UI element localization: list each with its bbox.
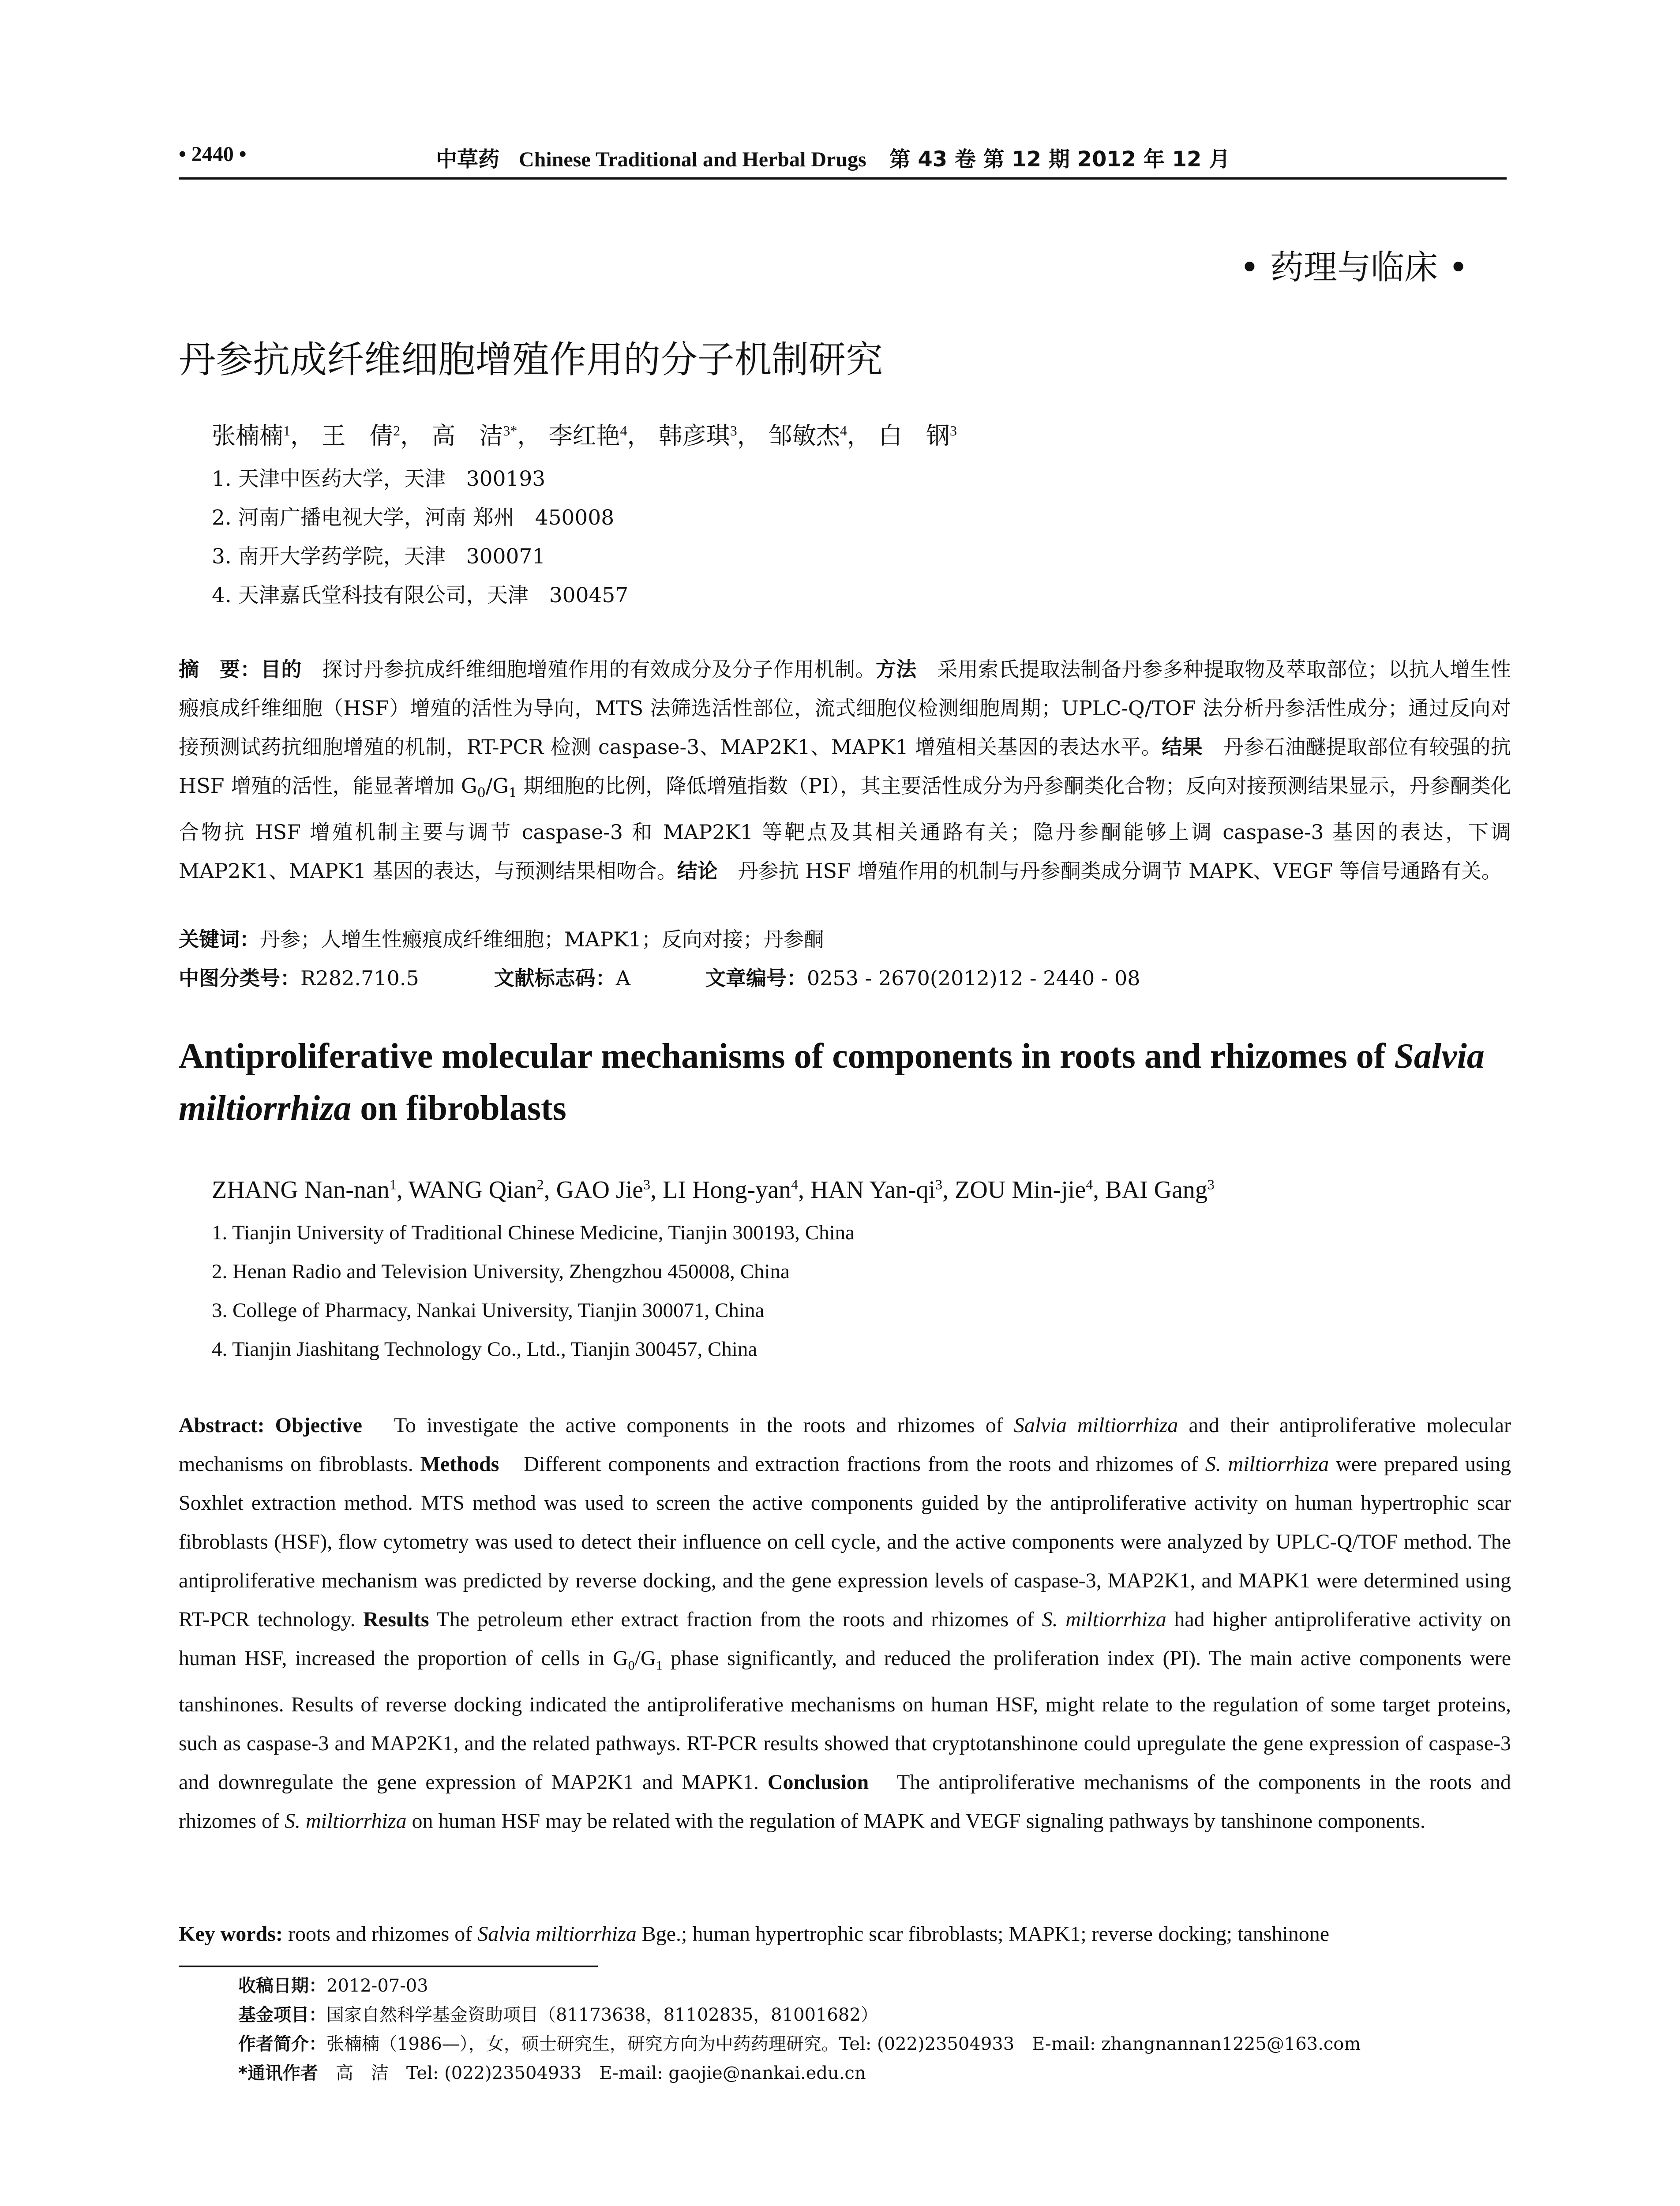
methods-label-cn: 方法	[875, 657, 917, 681]
subscript: 0	[628, 1658, 635, 1673]
author-en: LI Hong-yan$^4$,	[663, 1176, 804, 1204]
abstract-label-cn: 摘 要：	[179, 657, 261, 681]
results-text-cn: 丹参石油醚提取部位有较强的抗 HSF 增殖的活性，能显著增加 G	[179, 735, 1511, 798]
journal-name-cn: 中草药	[436, 147, 500, 172]
author-cn: 白 钢$^3$	[878, 422, 957, 450]
keywords-text-en: roots and rhizomes of	[282, 1922, 478, 1946]
methods-text-en: were prepared using Soxhlet extraction method. MTS method was used to screen the active components guided by the antiproliferative activity on human hypertrophic scar fibroblasts (HSF), flow cytometry was used to detect their influence on cell cycle, and the active components were analyzed by UPLC-Q/TOF method. The antiproliferative mechanism was predicted by reverse docking, and the gene expression levels of caspase-3, MAP2K1, and MAPK1 were determined using RT-PCR technology.	[179, 1452, 1511, 1631]
footnotes	[238, 1971, 1361, 2088]
author-cn: 李红艳$^4$，	[548, 422, 651, 450]
title-cn: 丹参抗成纤维细胞增殖作用的分子机制研究	[179, 338, 883, 381]
author-cn: 张楠楠$^1$，	[212, 422, 314, 450]
keywords-text-en: Bge.; human hypertrophic scar fibroblasts; MAPK1; reverse docking; tanshinone	[636, 1922, 1330, 1946]
results-text-en: had higher antiproliferative activity on human HSF, increased the proportion of cells in G	[179, 1608, 1511, 1670]
conclusion-label-cn: 结论	[677, 859, 718, 883]
results-text-en: /G	[634, 1647, 656, 1670]
footnote-author-bio: 作者简介：张楠楠（1986—），女，硕士研究生，研究方向为中药药理研究。Tel: (022)23504933 E-mail: zhangnannan1225@163.com	[238, 2034, 1361, 2054]
species-name: S. miltiorrhiza	[1205, 1452, 1329, 1476]
footnote-corresponding: *通讯作者 高 洁 Tel: (022)23504933 E-mail: gaojie@nankai.edu.cn	[238, 2063, 866, 2083]
objective-text-cn: 探讨丹参抗成纤维细胞增殖作用的有效成分及分子作用机制。	[301, 657, 876, 681]
abstract-label-en: Abstract:	[179, 1414, 265, 1437]
conclusion-label-en: Conclusion	[767, 1770, 869, 1794]
classification-line	[179, 959, 1140, 998]
affiliation-cn: 1. 天津中医药大学，天津 300193	[212, 467, 546, 491]
results-text-en: phase significantly, and reduced the proliferation index (PI). The main active components were tanshinones. Results of reverse docking indicated the antiproliferative mechanisms on human HSF, might relate to the regulation of some target proteins, such as caspase-3 and MAP2K1, and the related pathways. RT-PCR results showed that cryptotanshinone could upregulate the gene expression of caspase-3 and downregulate the gene expression of MAP2K1 and MAPK1.	[179, 1647, 1511, 1794]
article-id: 0253 - 2670(2012)12 - 2440 - 08	[806, 966, 1140, 990]
keywords-en	[179, 1915, 1329, 1954]
keywords-text-cn: 丹参；人增生性瘢痕成纤维细胞；MAPK1；反向对接；丹参酮	[260, 927, 824, 951]
species-name: Salvia miltiorrhiza	[477, 1922, 637, 1946]
affiliation-cn: 3. 南开大学药学院，天津 300071	[212, 544, 546, 569]
results-text-cn: 期细胞的比例，降低增殖指数（PI），其主要活性成分为丹参酮类化合物；反向对接预测结果显示，丹参酮类化合物抗 HSF 增殖机制主要与调节 caspase-3 和 MAP2K1 等靶点及其相关通路有关；隐丹参酮能够上调 caspase-3 基因的表达，下调 MAP2K1、MAPK1 基因的表达，与预测结果相吻合。	[179, 774, 1511, 883]
species-name: Salvia miltiorrhiza	[1013, 1414, 1178, 1437]
objective-label-en: Objective	[275, 1414, 362, 1437]
subscript: 1	[656, 1658, 663, 1673]
affiliation-en: 3. College of Pharmacy, Nankai University, Tianjin 300071, China	[212, 1299, 765, 1322]
doc-code: A	[615, 966, 630, 990]
authors-cn	[212, 417, 957, 451]
header-rule	[179, 177, 1507, 180]
article-id-label: 文章编号：	[705, 966, 807, 990]
species-name: Salvia miltiorrhiza	[179, 1037, 1485, 1128]
methods-text-en: Different components and extraction fractions from the roots and rhizomes of	[499, 1452, 1205, 1476]
author-en: ZOU Min-jie$^4$,	[955, 1176, 1099, 1204]
species-name: S. miltiorrhiza	[1042, 1608, 1166, 1631]
affiliation-cn: 4. 天津嘉氏堂科技有限公司，天津 300457	[212, 583, 629, 608]
keywords-label-en: Key words:	[179, 1922, 283, 1946]
conclusion-text-en: on human HSF may be related with the regulation of MAPK and VEGF signaling pathways by tanshinone components.	[406, 1809, 1425, 1833]
keywords-label-cn: 关键词：	[179, 927, 260, 951]
section-label: • 药理与临床 •	[1240, 248, 1468, 287]
page-number: • 2440 •	[179, 143, 247, 166]
abstract-en	[179, 1406, 1511, 1841]
objective-text-en: and their antiproliferative molecular mechanisms on fibroblasts.	[179, 1414, 1511, 1476]
conclusion-text-en: The antiproliferative mechanisms of the components in the roots and rhizomes of	[179, 1770, 1511, 1833]
footnote-received: 收稿日期：2012-07-03	[238, 1976, 428, 1996]
author-en: HAN Yan-$qi^3$,	[810, 1176, 949, 1204]
affiliations-cn	[212, 460, 628, 615]
author-en: GAO Jie$^3$,	[556, 1176, 657, 1204]
subscript: 1	[508, 785, 518, 801]
running-header	[436, 142, 1230, 173]
results-label-cn: 结果	[1162, 735, 1203, 759]
affiliation-en: 1. Tianjin University of Traditional Chinese Medicine, Tianjin 300193, China	[212, 1221, 855, 1244]
clc-label: 中图分类号：	[179, 966, 300, 990]
affiliations-en	[212, 1213, 855, 1369]
authors-en	[212, 1176, 1215, 1204]
methods-text-cn: 采用索氏提取法制备丹参多种提取物及萃取部位；以抗人增生性瘢痕成纤维细胞（HSF）增殖的活性为导向，MTS 法筛选活性部位，流式细胞仪检测细胞周期；UPLC-Q/TOF 法分析丹参活性成分；通过反向对接预测试药抗细胞增殖的机制，RT-PCR 检测 caspase-3、MAP2K1、MAPK1 增殖相关基因的表达水平。	[179, 657, 1511, 759]
affiliation-en: 2. Henan Radio and Television University, Zhengzhou 450008, China	[212, 1260, 790, 1283]
keywords-cn	[179, 920, 824, 959]
objective-label-cn: 目的	[260, 657, 302, 681]
journal-name-en: Chinese Traditional and Herbal Drugs	[519, 148, 866, 171]
author-cn: 邹敏杰$^4$，	[768, 422, 871, 450]
author-en: WANG Qian$^2$,	[408, 1176, 550, 1204]
objective-text-en: To investigate the active components in the roots and rhizomes of	[362, 1414, 1014, 1437]
author-cn: 高 洁$^{3*}$，	[431, 422, 541, 450]
author-cn: 韩彦琪$^3$，	[658, 422, 761, 450]
author-en: BAI Gang$^3$	[1105, 1176, 1215, 1204]
species-name: S. miltiorrhiza	[284, 1809, 407, 1833]
methods-label-en: Methods	[420, 1452, 499, 1476]
footnote-rule	[179, 1966, 598, 1967]
author-en: ZHANG Nan-nan$^1$,	[212, 1176, 403, 1204]
title-en: Antiproliferative molecular mechanisms of components in roots and rhizomes of Salvia miltiorrhiza on fibroblasts	[179, 1037, 1485, 1128]
conclusion-text-cn: 丹参抗 HSF 增殖作用的机制与丹参酮类成分调节 MAPK、VEGF 等信号通路有关。	[717, 859, 1502, 883]
subscript: 0	[477, 785, 486, 801]
affiliation-en: 4. Tianjin Jiashitang Technology Co., Ltd., Tianjin 300457, China	[212, 1338, 758, 1361]
abstract-cn	[179, 650, 1511, 890]
results-text-cn: /G	[485, 774, 509, 798]
results-text-en: The petroleum ether extract fraction from the roots and rhizomes of	[429, 1608, 1042, 1631]
clc-number: R282.710.5	[300, 966, 419, 990]
footnote-fund: 基金项目：国家自然科学基金资助项目（81173638，81102835，81001682）	[238, 2005, 878, 2025]
doc-code-label: 文献标志码：	[494, 966, 616, 990]
author-cn: 王 倩$^2$，	[322, 422, 424, 450]
issue-info: 第 43 卷 第 12 期 2012 年 12 月	[889, 147, 1230, 172]
affiliation-cn: 2. 河南广播电视大学，河南 郑州 450008	[212, 506, 615, 530]
results-label-en: Results	[363, 1608, 429, 1631]
